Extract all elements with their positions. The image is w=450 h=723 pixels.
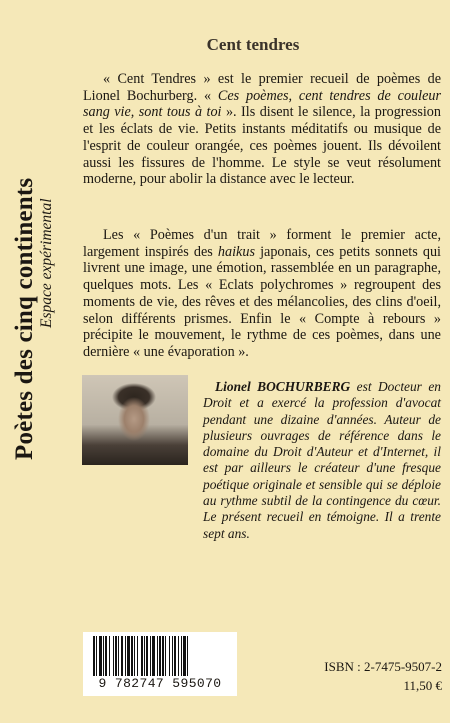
author-bio [203,379,441,542]
p2-text-b: japonais, ces petits sonnets qui livrent une image, une émotion, rassemblée en un paragraphe, quelques mots. Les « Eclats polychromes » regroupent des moments de vie, des rêves et des mélancolies, des clins d'oeil, selon différents prismes. Enfin le « Compte à rebours » précipite le mouvement, le rythme de ces poèmes, dans une dernière « une évaporation ». [83,243,442,360]
series-subtitle: Espace expérimental [37,198,55,328]
author-photo [82,375,188,465]
summary-paragraph-1 [83,71,441,188]
summary-paragraph-2 [83,227,441,361]
book-title: Cent tendres [206,35,300,54]
p1-text-b: ». Ils disent le silence, la progression et les éclats de vie. Petits instants méditatifs ou musique de l'esprit de couleur orangée, ces poèmes jouent. Ils dévoilent aussi les fissures de l'homme. Le style se veut résolument moderne, pour abolir la distance avec le lecteur. [83,104,441,188]
barcode [83,632,237,696]
series-title: Poètes des cinq continents [10,177,38,460]
author-name: Lionel BOCHURBERG [215,379,351,394]
p2-text-a: Les « Poèmes d'un trait » forment le premier acte, largement inspirés des [83,227,441,260]
p2-haikus: haikus [217,243,255,260]
isbn: ISBN : 2-7475-9507-2 [324,659,442,674]
author-bio-text: est Docteur en Droit et a exercé la profession d'avocat pendant une dizaine d'années. Auteur de plusieurs ouvrages de référence dans le domaine du Droit d'Auteur et d'Internet, il est par ailleurs le créateur d'une fresque poétique originale et sensible qui se déploie au rythme subtil de la contingence du cœur. Le présent recueil en témoigne. Il a trente sept ans. [203,379,442,541]
p1-quote: Ces poèmes, cent tendres de couleur sang vie, sont tous à toi [83,87,441,121]
barcode-bars-icon [91,636,229,676]
p1-text-a: « Cent Tendres » est le premier recueil de poèmes de Lionel Bochurberg. « [83,71,441,104]
book-spine [4,40,62,460]
price: 11,50 € [403,678,442,693]
barcode-digits: 9 782747 595070 [98,676,222,691]
